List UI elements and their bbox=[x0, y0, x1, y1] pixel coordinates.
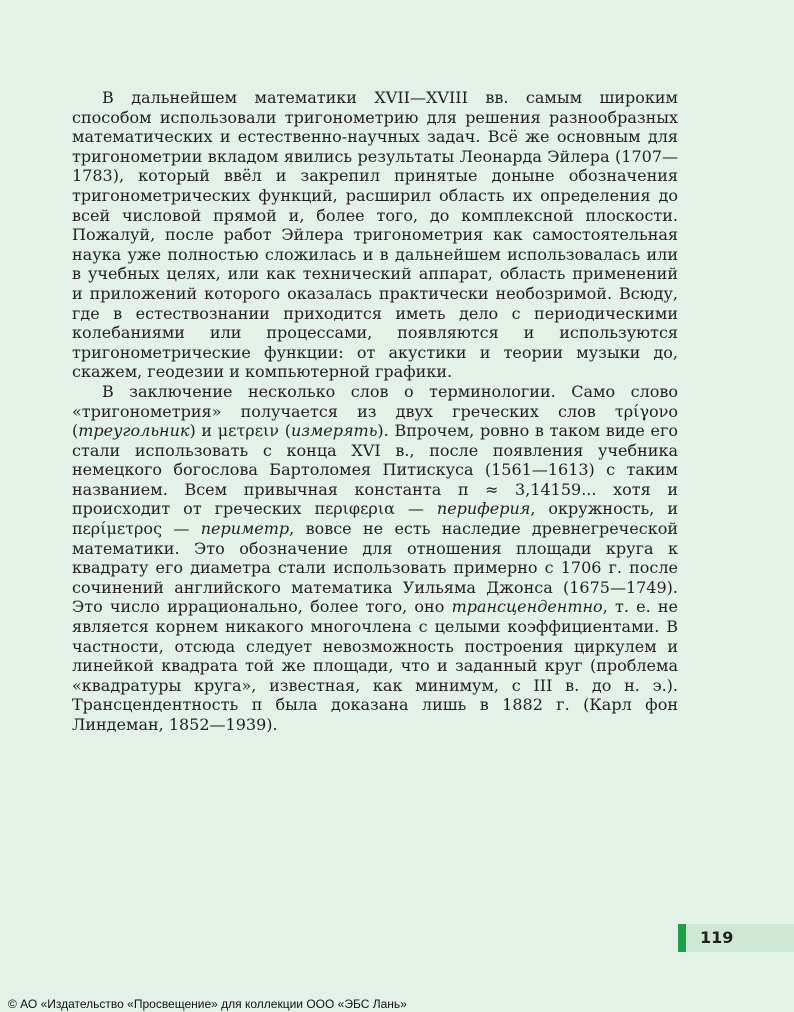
copyright-notice: © АО «Издательство «Просвещение» для коллекции ООО «ЭБС Лань» bbox=[8, 997, 407, 1011]
page-number-tab bbox=[678, 924, 794, 952]
page-number-accent-bar bbox=[678, 924, 686, 952]
italic-term: периметр bbox=[200, 519, 290, 539]
text-run: ) и μετρειν ( bbox=[189, 421, 291, 441]
italic-term: треугольник bbox=[78, 421, 190, 441]
page-number: 119 bbox=[700, 928, 734, 947]
text-run: В заключение несколько слов о терминологии. Само слово «тригонометрия» получается из двух греческих слов τρίγονο ( bbox=[72, 381, 678, 441]
text-run: ). Впрочем, ровно в таком виде его стали использовать с конца XVI в., после появления учебника немецкого богослова Бартоломея Питискуса (1561—1613) с таким названием. Всем привычная константа π ≈ 3,14159... хотя и происходит от греческих περιφερια — bbox=[72, 421, 678, 519]
text-run: В дальнейшем математики XVII—XVIII вв. самым широким способом использовали тригонометрию для решения разнообразных математических и естественно-научных задач. Всё же основным для тригонометрии вкладом явились результаты Леонарда Эйлера (1707—1783), который ввёл и закрепил принятые доныне обозначения тригонометрических функций, расширил область их определения до всей числовой прямой и, более того, до комплексной плоскости. Пожалуй, после работ Эйлера тригонометрия как самостоятельная наука уже полностью сложилась и в дальнейшем использовалась или в учебных целях, или как технический аппарат, область применений и приложений которого оказалась практически необозримой. Всюду, где в естествознании приходится иметь дело с периодическими колебаниями или процессами, появляются и используются тригонометрические функции: от акустики и теории музыки до, скажем, геодезии и компьютерной графики. bbox=[72, 88, 678, 382]
text-run: , вовсе не есть наследие древнегреческой математики. Это обозначение для отношения площади круга к квадрату его диаметра стали использовать примерно с 1706 г. после сочинений английского математика Уильяма Джонса (1675—1749). Это число иррационально, более того, оно bbox=[72, 519, 678, 617]
italic-term: измерять bbox=[290, 421, 378, 441]
italic-term: периферия bbox=[436, 499, 531, 519]
text-run: , т. е. не является корнем никакого многочлена с целыми коэффициентами. В частности, отсюда следует невозможность построения циркулем и линейкой квадрата той же площади, что и заданный круг (проблема «квадратуры круга», известная, как минимум, с III в. до н. э.). Трансцендентность π была доказана лишь в 1882 г. (Карл фон Линдеман, 1852—1939). bbox=[72, 597, 679, 734]
paragraph bbox=[72, 382, 678, 735]
body-text bbox=[72, 88, 678, 735]
paragraph bbox=[72, 88, 678, 382]
text-run: , окружность, и περίμετρος — bbox=[72, 499, 678, 539]
italic-term: трансцендентно bbox=[451, 597, 603, 617]
